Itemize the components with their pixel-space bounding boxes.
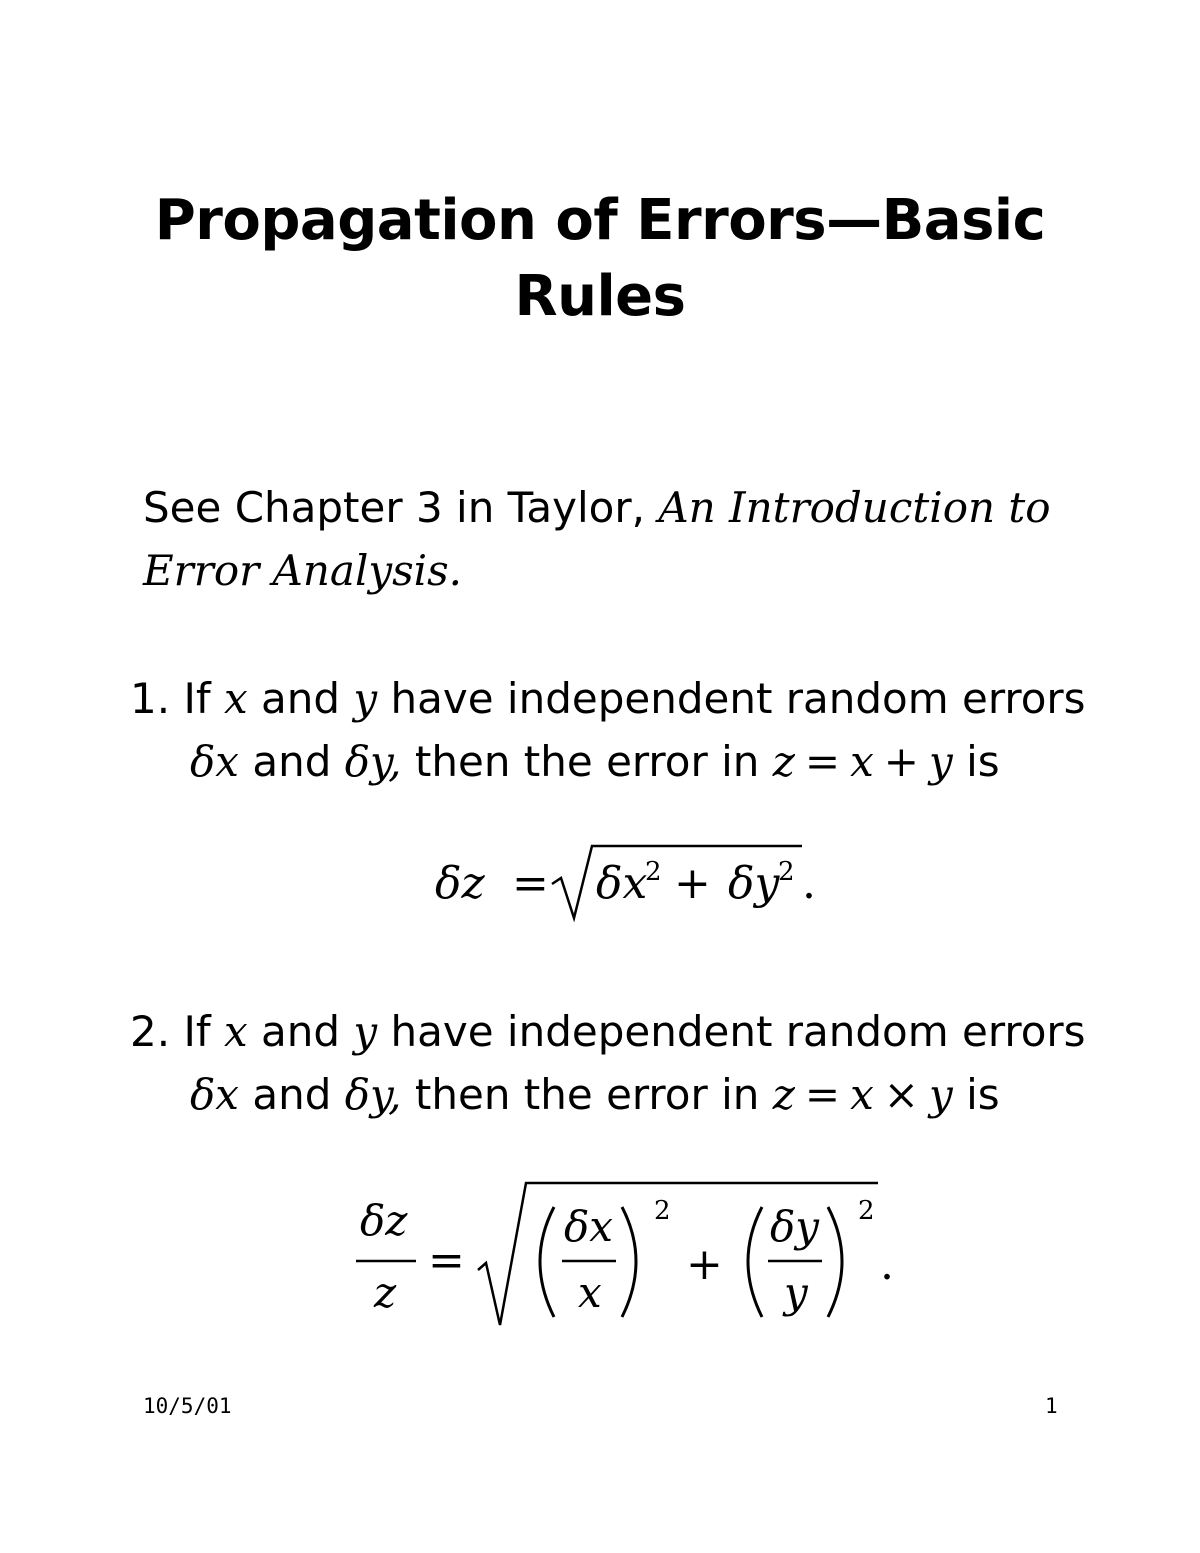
- formula-1-term-dx: δx: [596, 858, 648, 909]
- rule-2-equals: =: [804, 1070, 841, 1119]
- formula-1-sup-2: 2: [778, 857, 795, 887]
- formula-2-f1-denominator: x: [578, 1268, 602, 1317]
- rule-1-line-2: [190, 737, 1000, 787]
- right-paren-2: [828, 1207, 842, 1317]
- rule-2-var-x: x: [223, 1007, 248, 1056]
- formula-2-equals: =: [428, 1235, 465, 1286]
- formula-1-equals: =: [512, 858, 549, 909]
- reference-line-1: [143, 483, 1051, 533]
- formula-1-period: .: [802, 858, 816, 909]
- book-title-part-2: Error Analysis.: [143, 546, 462, 595]
- rule-2-var-y-2: y: [928, 1070, 953, 1119]
- rule-2-and-2: and: [252, 1070, 332, 1119]
- formula-2-period: .: [880, 1239, 894, 1290]
- rule-2-text: have independent random errors: [390, 1007, 1086, 1056]
- rule-2-formula: [350, 1175, 910, 1335]
- left-paren-2: [748, 1207, 762, 1317]
- page-number: 1: [1045, 1394, 1058, 1418]
- rule-1-plus: +: [883, 737, 919, 786]
- rule-1-formula: [430, 840, 850, 930]
- formula-1-plus: +: [674, 858, 711, 909]
- formula-2-sup-2: 2: [858, 1196, 875, 1226]
- rule-2-line-1: [130, 1007, 1086, 1057]
- rule-2-is: is: [966, 1070, 1000, 1119]
- right-paren-1: [622, 1207, 636, 1317]
- rule-1-equals: =: [804, 737, 841, 786]
- reference-line-2: [143, 546, 462, 596]
- formula-2-lhs-denominator: z: [374, 1268, 397, 1317]
- left-paren-1: [540, 1207, 554, 1317]
- formula-1-term-dy: δy: [728, 858, 780, 909]
- formula-2-f2-numerator: δy: [770, 1202, 820, 1251]
- rule-1-number: 1.: [130, 674, 171, 723]
- rule-1-then-text: then the error in: [414, 737, 760, 786]
- rule-2-var-y: y: [353, 1007, 378, 1056]
- rule-1-text: have independent random errors: [390, 674, 1086, 723]
- formula-2-sup-1: 2: [654, 1196, 671, 1226]
- rule-2-times: ×: [883, 1070, 919, 1119]
- rule-1-var-x-2: x: [850, 737, 874, 786]
- rule-2-delta-y: δy,: [344, 1070, 402, 1119]
- rule-1-var-z: z: [772, 737, 795, 786]
- rule-2-line-2: [190, 1070, 1000, 1120]
- reference-prefix: See Chapter 3 in Taylor,: [143, 483, 645, 532]
- rule-1-and-2: and: [252, 737, 332, 786]
- title-line-1: Propagation of Errors—Basic: [154, 188, 1046, 253]
- rule-2-var-z: z: [772, 1070, 795, 1119]
- rule-2-and: and: [261, 1007, 341, 1056]
- rule-2-if: If: [183, 1007, 211, 1056]
- rule-1-delta-y: δy,: [344, 737, 402, 786]
- rule-2-number: 2.: [130, 1007, 171, 1056]
- rule-1-var-y: y: [353, 674, 378, 723]
- rule-1-is: is: [966, 737, 1000, 786]
- formula-2-f2-denominator: y: [784, 1268, 808, 1317]
- rule-2-var-x-2: x: [850, 1070, 874, 1119]
- rule-2-then-text: then the error in: [414, 1070, 760, 1119]
- title-line-2: Rules: [514, 264, 686, 329]
- rule-1-var-x: x: [223, 674, 248, 723]
- formula-2-lhs-numerator: δz: [360, 1196, 408, 1245]
- rule-2-delta-x: δx: [190, 1070, 239, 1119]
- formula-2-plus: +: [686, 1239, 723, 1290]
- rule-1-delta-x: δx: [190, 737, 239, 786]
- formula-1-sup-1: 2: [645, 857, 662, 887]
- rule-1-line-1: [130, 674, 1086, 724]
- formula-2-f1-numerator: δx: [564, 1202, 613, 1251]
- formula-1-lhs: δz: [435, 858, 485, 909]
- page-title: [0, 183, 1200, 335]
- rule-1-var-y-2: y: [928, 737, 953, 786]
- rule-1-if: If: [183, 674, 211, 723]
- footer-date: 10/5/01: [143, 1394, 232, 1418]
- rule-1-and: and: [261, 674, 341, 723]
- book-title-part-1: An Introduction to: [658, 483, 1051, 532]
